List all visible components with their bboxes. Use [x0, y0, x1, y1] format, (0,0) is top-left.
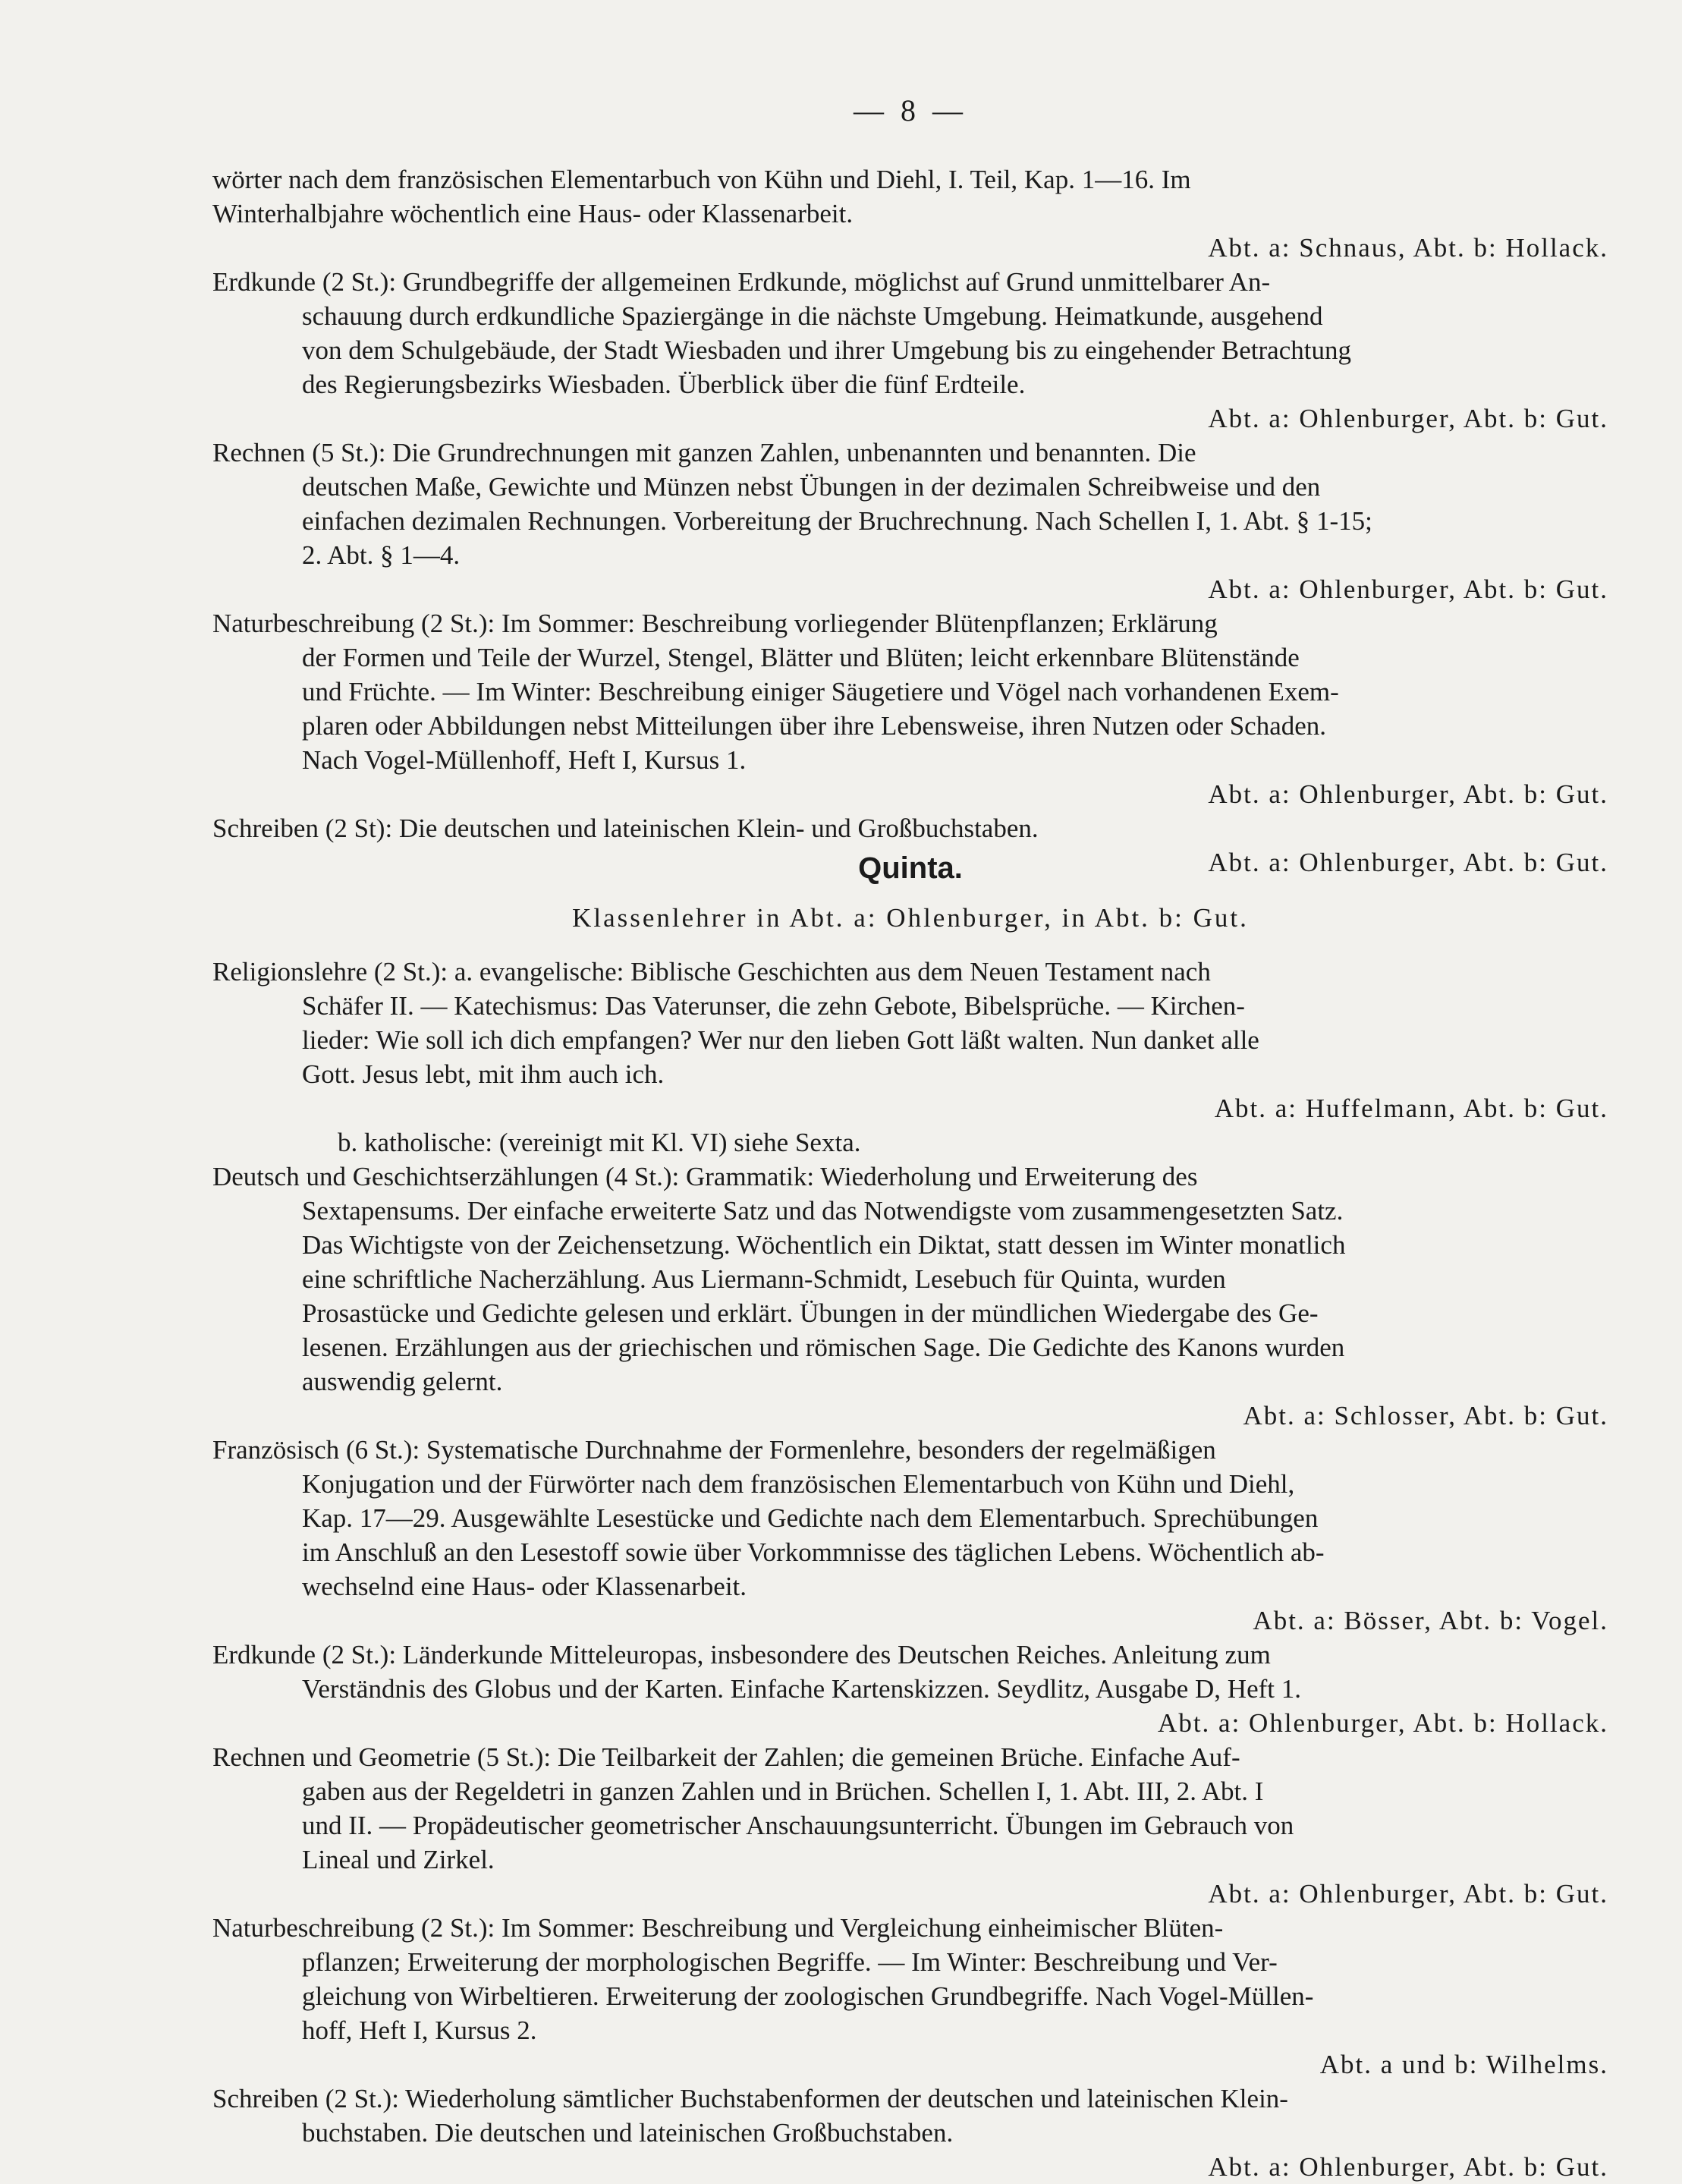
text-line: gaben aus der Regeldetri in ganzen Zahlen und in Brüchen. Schellen I, 1. Abt. III, 2. Abt. I	[302, 1776, 1264, 1806]
text-line: Naturbeschreibung (2 St.): Im Sommer: Beschreibung und Vergleichung einheimischer Blüten-	[212, 1913, 1224, 1943]
text-line: und II. — Propädeutischer geometrischer Anschauungsunterricht. Übungen im Gebrauch von	[302, 1811, 1294, 1840]
teacher-assignment: Abt. a: Ohlenburger, Abt. b: Gut.	[1208, 404, 1608, 433]
text-line: des Regierungsbezirks Wiesbaden. Überblick über die fünf Erdteile.	[302, 370, 1026, 399]
text-line: Rechnen (5 St.): Die Grundrechnungen mit ganzen Zahlen, unbenannten und benannten. Die	[212, 438, 1196, 467]
teacher-assignment: Abt. a: Ohlenburger, Abt. b: Gut.	[1208, 848, 1608, 877]
text-line: Naturbeschreibung (2 St.): Im Sommer: Beschreibung vorliegender Blütenpflanzen; Erklärung	[212, 609, 1218, 638]
text-line: Deutsch und Geschichtserzählungen (4 St.): Grammatik: Wiederholung und Erweiterung des	[212, 1162, 1198, 1191]
text-line: Das Wichtigste von der Zeichensetzung. Wöchentlich ein Diktat, statt dessen im Winter monatlich	[302, 1230, 1346, 1260]
text-line: von dem Schulgebäude, der Stadt Wiesbaden und ihrer Umgebung bis zu eingehender Betrachtung	[302, 335, 1351, 365]
teacher-assignment: Abt. a: Huffelmann, Abt. b: Gut.	[1214, 1094, 1608, 1123]
entry-erdkunde-quinta	[212, 1638, 1608, 1740]
entry-rechnen-geometrie	[212, 1740, 1608, 1911]
text-line: Konjugation und der Fürwörter nach dem französischen Elementarbuch von Kühn und Diehl,	[302, 1469, 1295, 1499]
text-line: Schreiben (2 St.): Wiederholung sämtlicher Buchstabenformen der deutschen und lateinischen Klein-	[212, 2084, 1288, 2113]
entry-franzoesisch	[212, 1433, 1608, 1638]
entry-religionslehre-katholisch	[212, 1125, 1608, 1160]
text-line: Kap. 17—29. Ausgewählte Lesestücke und Gedichte nach dem Elementarbuch. Sprechübungen	[302, 1503, 1319, 1533]
teacher-assignment: Abt. a und b: Wilhelms.	[1319, 2050, 1608, 2079]
text-line: Rechnen und Geometrie (5 St.): Die Teilbarkeit der Zahlen; die gemeinen Brüche. Einfache Auf-	[212, 1742, 1240, 1772]
text-line: 2. Abt. § 1—4.	[302, 540, 461, 570]
page-number: — 8 —	[854, 93, 967, 127]
teacher-assignment: Abt. a: Ohlenburger, Abt. b: Hollack.	[1158, 1708, 1608, 1738]
entry-schreiben-quinta	[212, 2082, 1608, 2184]
text-line: Schreiben (2 St): Die deutschen und lateinischen Klein- und Großbuchstaben.	[212, 813, 1039, 843]
text-line: Sextapensums. Der einfache erweiterte Satz und das Notwendigste vom zusammengesetzten Satz.	[302, 1196, 1344, 1226]
text-line: b. katholische: (vereinigt mit Kl. VI) siehe Sexta.	[338, 1128, 861, 1157]
text-line: gleichung von Wirbeltieren. Erweiterung der zoologischen Grundbegriffe. Nach Vogel-Müllen-	[302, 1981, 1314, 2011]
text-line: im Anschluß an den Lesestoff sowie über Vorkommnisse des täglichen Lebens. Wöchentlich ab-	[302, 1537, 1325, 1567]
text-line: pflanzen; Erweiterung der morphologischen Begriffe. — Im Winter: Beschreibung und Ver-	[302, 1947, 1278, 1977]
text-line: Gott. Jesus lebt, mit ihm auch ich.	[302, 1059, 665, 1089]
text-line: Französisch (6 St.): Systematische Durchnahme der Formenlehre, besonders der regelmäßigen	[212, 1435, 1216, 1465]
text-line: wechselnd eine Haus- oder Klassenarbeit.	[302, 1572, 747, 1601]
text-line: plaren oder Abbildungen nebst Mitteilungen über ihre Lebensweise, ihren Nutzen oder Schaden.	[302, 711, 1327, 741]
text-line: Erdkunde (2 St.): Grundbegriffe der allgemeinen Erdkunde, möglichst auf Grund unmittelbarer An-	[212, 267, 1271, 297]
text-line: der Formen und Teile der Wurzel, Stengel, Blätter und Blüten; leicht erkennbare Blütenstände	[302, 643, 1300, 672]
text-line: deutschen Maße, Gewichte und Münzen nebst Übungen in der dezimalen Schreibweise und den	[302, 472, 1321, 502]
entry-rechnen	[212, 436, 1608, 606]
text-line: buchstaben. Die deutschen und lateinischen Großbuchstaben.	[302, 2118, 954, 2148]
teacher-assignment: Abt. a: Schlosser, Abt. b: Gut.	[1243, 1401, 1608, 1430]
quinta-block	[212, 955, 1608, 2184]
entry-franzoesisch-cont	[212, 162, 1608, 265]
entry-erdkunde	[212, 265, 1608, 436]
text-line: Schäfer II. — Katechismus: Das Vaterunser, die zehn Gebote, Bibelsprüche. — Kirchen-	[302, 991, 1245, 1021]
text-line: Winterhalbjahre wöchentlich eine Haus- oder Klassenarbeit.	[212, 199, 854, 228]
teacher-assignment: Abt. a: Ohlenburger, Abt. b: Gut.	[1208, 574, 1608, 604]
text-line: wörter nach dem französischen Elementarbuch von Kühn und Diehl, I. Teil, Kap. 1—16. Im	[212, 165, 1191, 194]
section-heading: Quinta.	[858, 851, 963, 885]
entry-naturbeschreibung	[212, 606, 1608, 811]
teacher-assignment: Abt. a: Schnaus, Abt. b: Hollack.	[1208, 233, 1608, 263]
text-line: Lineal und Zirkel.	[302, 1845, 495, 1874]
text-line: lieder: Wie soll ich dich empfangen? Wer nur den lieben Gott läßt walten. Nun danket alle	[302, 1025, 1259, 1055]
entry-naturbeschreibung-quinta	[212, 1911, 1608, 2082]
teacher-assignment: Abt. a: Ohlenburger, Abt. b: Gut.	[1208, 779, 1608, 809]
class-teacher: Klassenlehrer in Abt. a: Ohlenburger, in Abt. b: Gut.	[572, 903, 1249, 933]
text-line: Prosastücke und Gedichte gelesen und erklärt. Übungen in der mündlichen Wiedergabe des Ge-	[302, 1298, 1319, 1328]
text-line: hoff, Heft I, Kursus 2.	[302, 2016, 537, 2045]
top-block	[212, 162, 1608, 880]
entry-religionslehre	[212, 955, 1608, 1125]
text-line: einfachen dezimalen Rechnungen. Vorbereitung der Bruchrechnung. Nach Schellen I, 1. Abt. § 1-15;	[302, 506, 1372, 536]
text-line: Nach Vogel-Müllenhoff, Heft I, Kursus 1.	[302, 745, 747, 775]
text-line: Verständnis des Globus und der Karten. Einfache Kartenskizzen. Seydlitz, Ausgabe D, Heft 1.	[302, 1674, 1301, 1704]
teacher-assignment: Abt. a: Ohlenburger, Abt. b: Gut.	[1208, 1879, 1608, 1909]
text-line: Erdkunde (2 St.): Länderkunde Mitteleuropas, insbesondere des Deutschen Reiches. Anleitung zum	[212, 1640, 1271, 1669]
text-line: Religionslehre (2 St.): a. evangelische: Biblische Geschichten aus dem Neuen Testament nach	[212, 957, 1211, 987]
text-line: und Früchte. — Im Winter: Beschreibung einiger Säugetiere und Vögel nach vorhandenen Exem-	[302, 677, 1339, 706]
text-line: auswendig gelernt.	[302, 1367, 503, 1396]
text-line: eine schriftliche Nacherzählung. Aus Liermann-Schmidt, Lesebuch für Quinta, wurden	[302, 1264, 1226, 1294]
teacher-assignment: Abt. a: Bösser, Abt. b: Vogel.	[1253, 1606, 1608, 1635]
text-line: lesenen. Erzählungen aus der griechischen und römischen Sage. Die Gedichte des Kanons wurden	[302, 1333, 1345, 1362]
teacher-assignment: Abt. a: Ohlenburger, Abt. b: Gut.	[1208, 2152, 1608, 2182]
entry-deutsch	[212, 1160, 1608, 1433]
text-line: schauung durch erdkundliche Spaziergänge in die nächste Umgebung. Heimatkunde, ausgehend	[302, 301, 1323, 331]
